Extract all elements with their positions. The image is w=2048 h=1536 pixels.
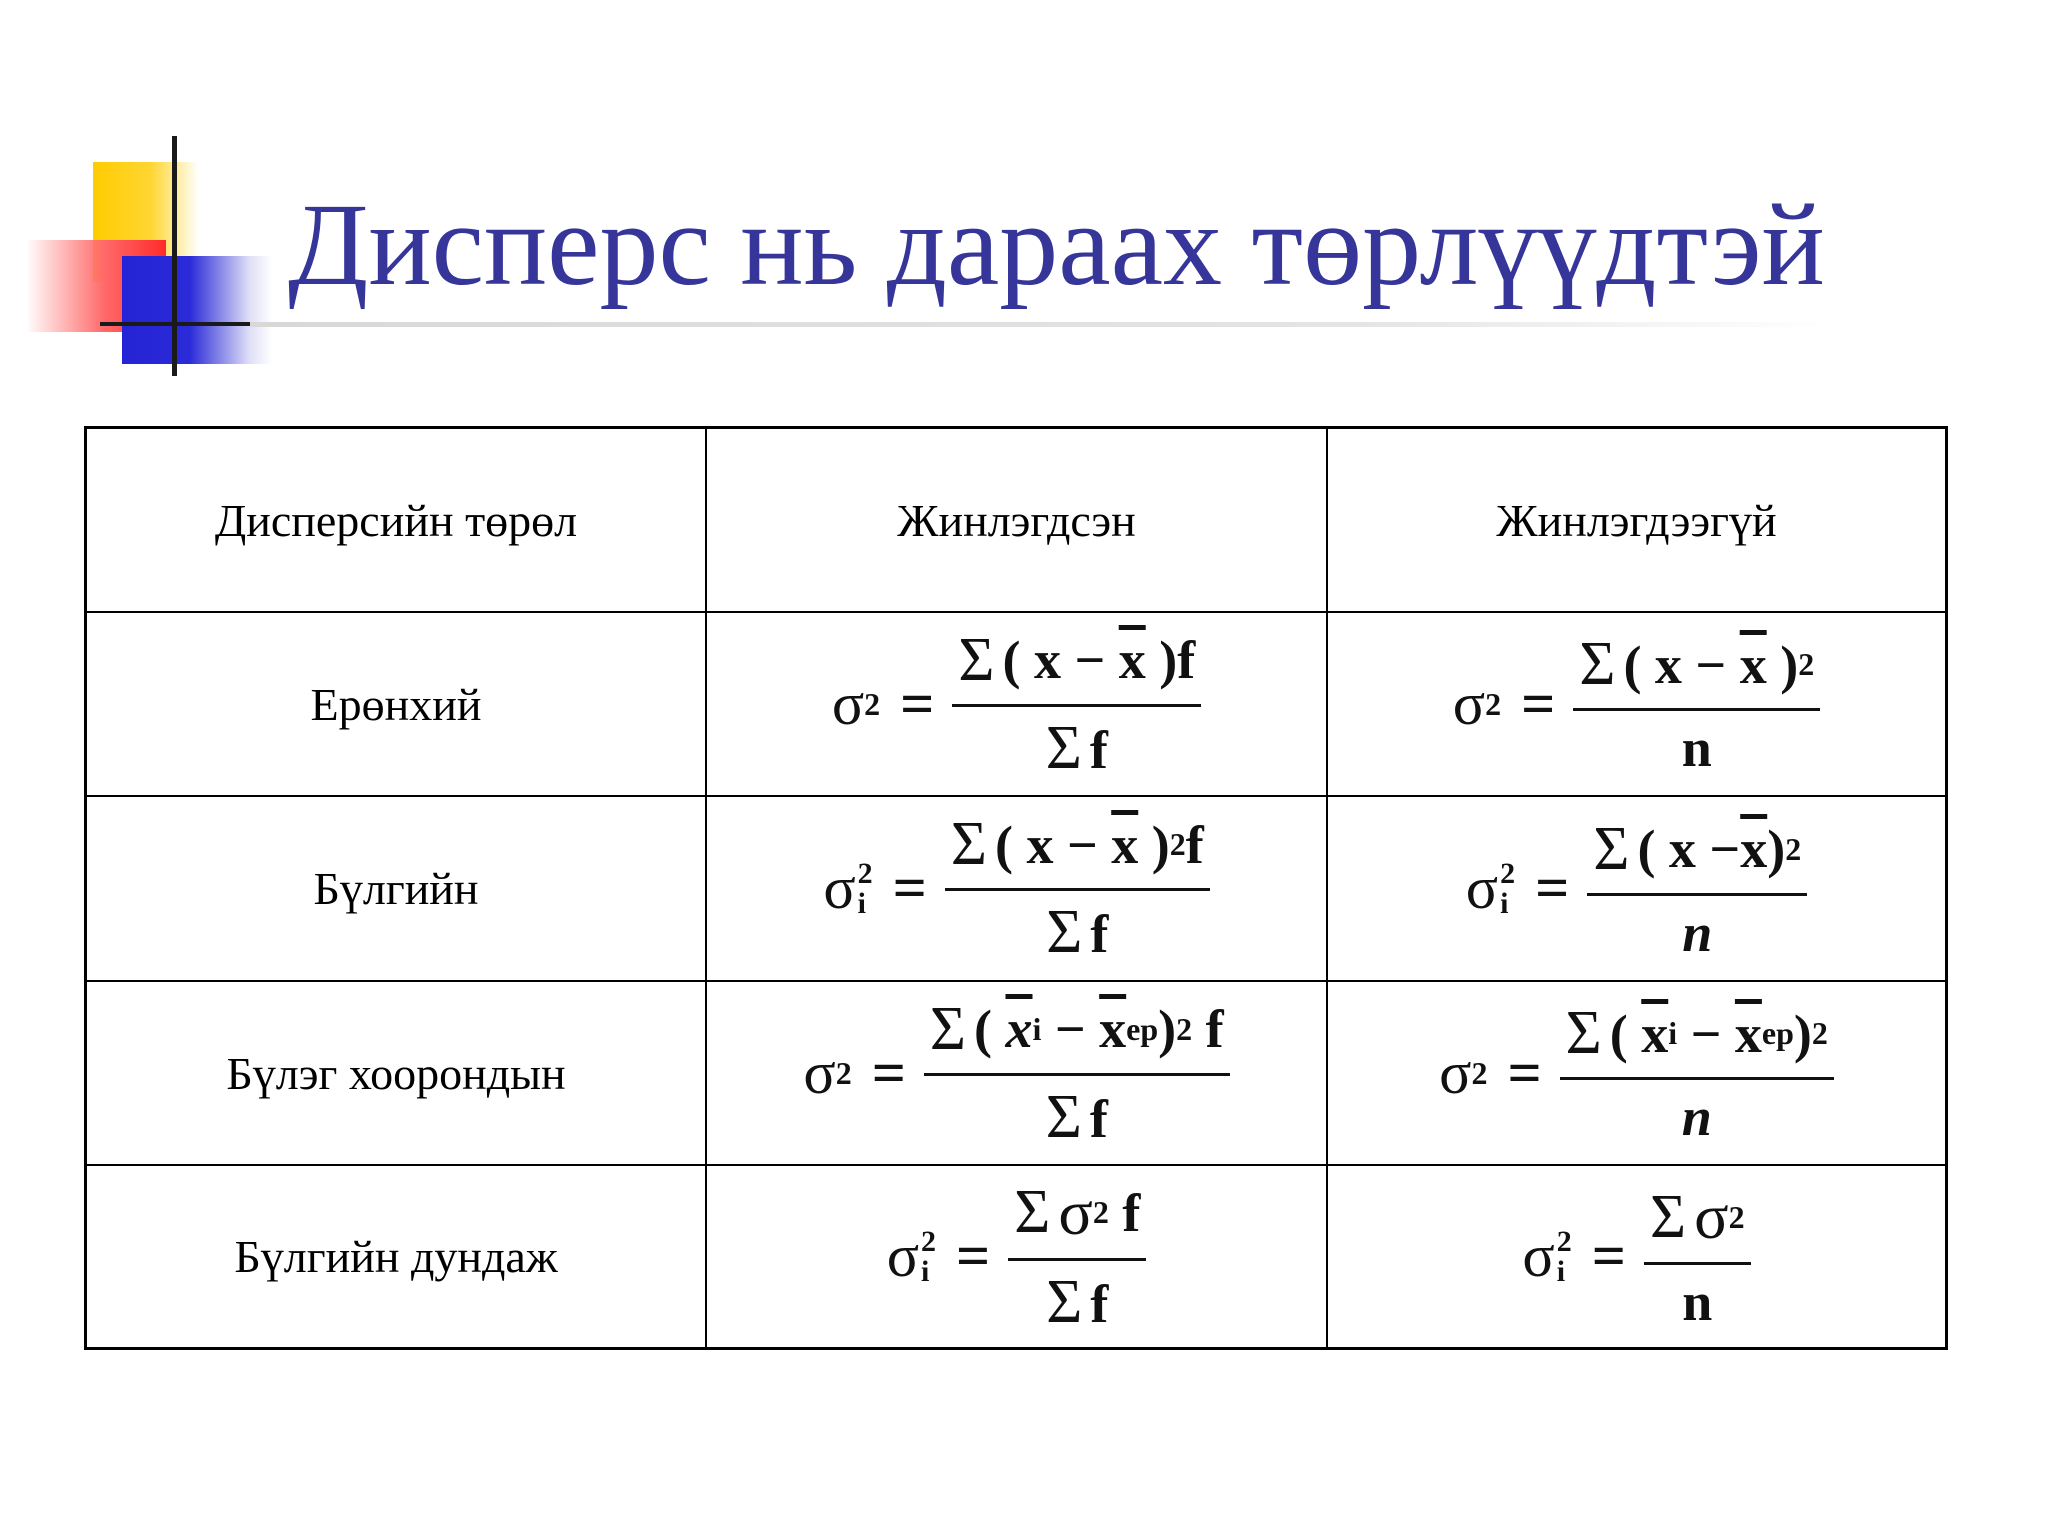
row-label-group: Бүлгийн [87, 797, 707, 982]
formula-general-weighted: σ 2 = Σ ( x − $\overline{x}$ ) f Σ f [707, 613, 1328, 797]
decor-horizontal-line [100, 322, 250, 326]
header-type: Дисперсийн төрөл [87, 429, 707, 613]
decor-blue-square [122, 256, 272, 364]
header-weighted: Жинлэгдсэн [707, 429, 1328, 613]
formula-mean-unweighted: σ 2 i = Σ σ 2 n [1328, 1166, 1945, 1347]
variance-table [84, 426, 1948, 1350]
decor-vertical-line [172, 136, 177, 376]
formula-group-weighted: σ 2 i = Σ ( x − $\overline{x}$ ) 2 f Σ f [707, 797, 1328, 982]
header-unweighted: Жинлэгдээгүй [1328, 429, 1945, 613]
formula-group-unweighted: σ 2 i = Σ ( x − $\overline{x}$ ) 2 n [1328, 797, 1945, 982]
formula-mean-weighted: σ 2 i = Σ σ 2 f Σ f [707, 1166, 1328, 1347]
slide-title: Дисперс нь дараах төрлүүдтэй [288, 179, 1825, 310]
formula-general-unweighted: σ 2 = Σ ( x − $\overline{x}$ ) 2 n [1328, 613, 1945, 797]
row-label-group-mean: Бүлгийн дундаж [87, 1166, 707, 1347]
formula-between-weighted: σ 2 = Σ ( $\overline{x}$ i − $\overline{x}$ ер ) 2 f Σ f [707, 982, 1328, 1166]
row-label-between-groups: Бүлэг хоорондын [87, 982, 707, 1166]
formula-between-unweighted: σ 2 = Σ ( $\overline{x}$ i − $\overline{x}$ ер ) 2 n [1328, 982, 1945, 1166]
row-label-general: Ерөнхий [87, 613, 707, 797]
title-underline [250, 322, 1830, 327]
